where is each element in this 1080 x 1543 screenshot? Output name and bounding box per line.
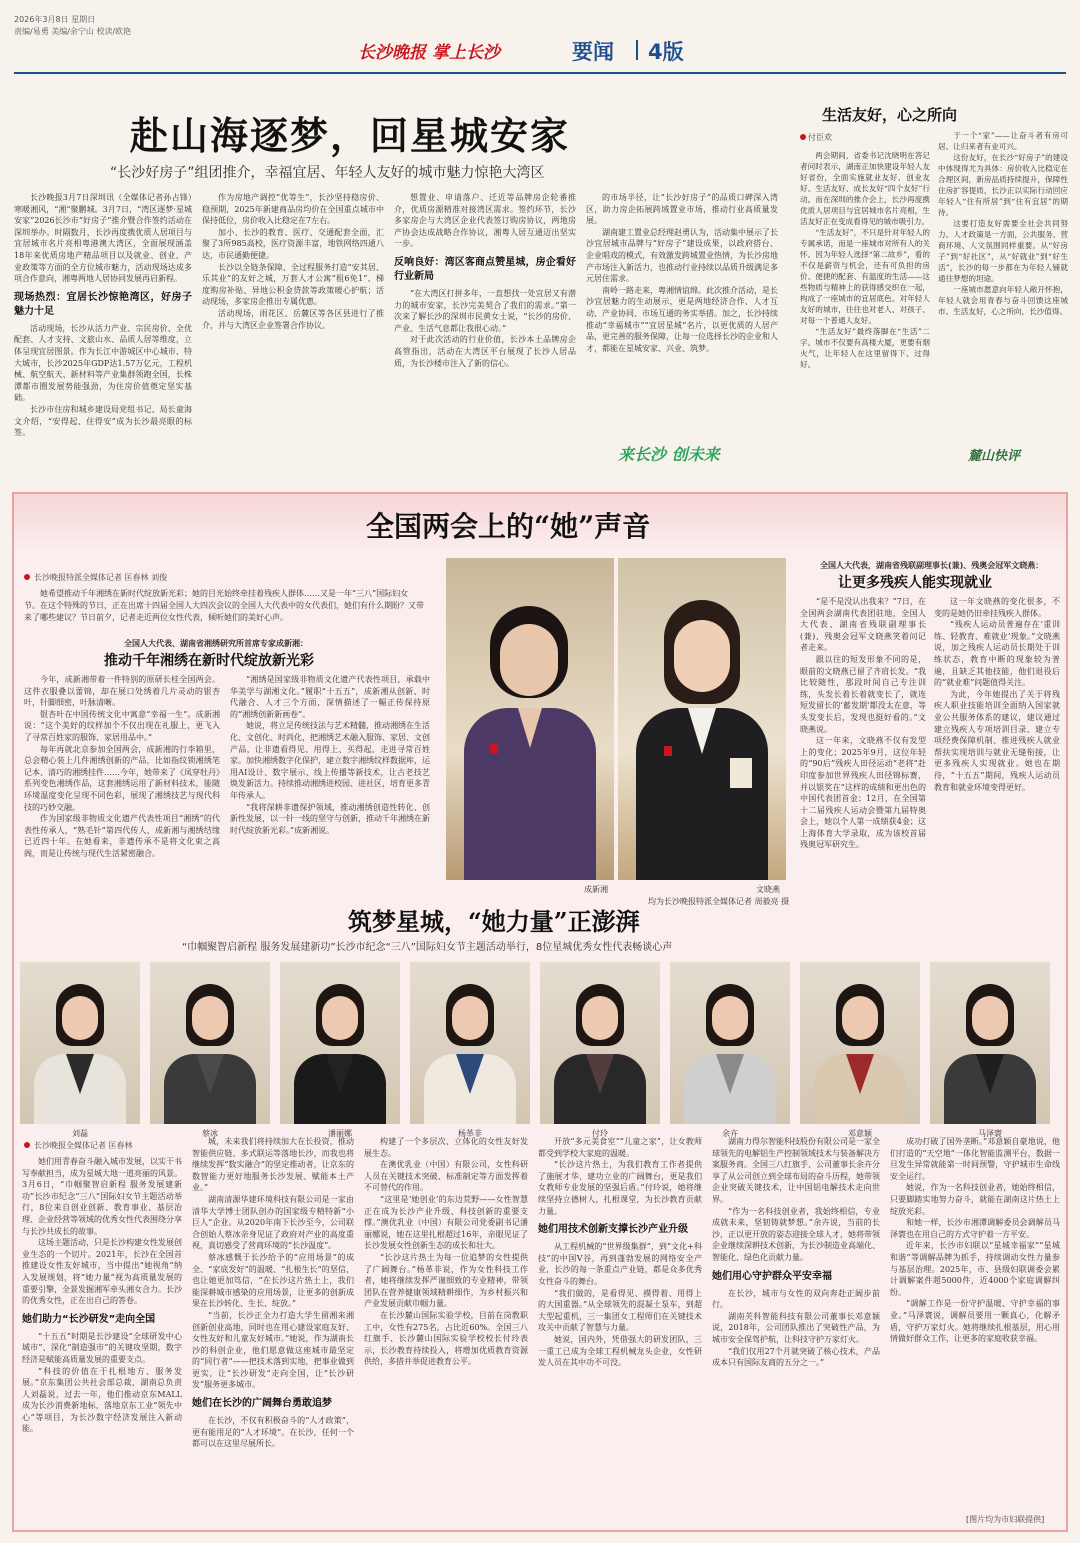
paragraph: 的市场半径，让“长沙好房子”的品质口碑深入湾区，助力房企拓展跨域置业市场，推动行业高质量发展。 [586,193,778,226]
paragraph: 这一年文晓燕的变化很多，不变的是她仍旧牵挂残疾人群体。 [934,597,1060,618]
section3-byline: 长沙晚报全媒体记者 匡春林 [34,1141,133,1150]
paragraph: 在澳优乳业（中国）有限公司，女性科研人员在关键技术突破、标准制定等方面发挥着不可替代的作用。 [364,1160,528,1193]
header-meta [14,14,131,38]
paragraph: 跟以往的短发形象不同的是，眼前的文晓燕已留了齐肩长发。“我比较随性，那段时间自己专注训练，头发长着长着就变长了，就连短发留长的‘蓄发期’都没太在意，等头发变长后，发现也挺好看的。”文晓燕说。 [800,654,926,734]
badge-icon [664,746,672,756]
paragraph: 活动现场，长沙从活力产业、宗民房价、全优配套、人才支持、文旅山水、品质人居等维度，立体呈现宜居图景。作为长江中游城区中心城市、特大城市，长沙2025年GDP达1.57万亿元，工程机械、航空航天、新材料等产业集群领跑全国，长株潭都市圈发展势能强劲，为住房价值奠定坚实基础。 [14,323,192,403]
story2-column-2 [934,596,1060,892]
article1-column-4 [586,192,778,432]
section3-column-6 [890,1136,1060,1510]
opinion-column-1 [800,150,930,488]
paragraph: “是不是没认出我来？”7日，在全国两会湖南代表团驻地，全国人大代表、湖南省残联副理事长(兼)、残奥会冠军文晓燕笑着问记者走来。 [800,597,926,653]
author-bullet-icon [800,134,806,140]
opinion-brand-logo: 麓山快评 [968,449,1021,464]
face-shape [674,620,730,692]
section2-intro [24,588,424,624]
paragraph: 从工程机械的“世界级集群”，到“文化+科技”的中国V谷，再到蓬勃发展的网络安全产业，长沙的每一条重点产业链，都是众多优秀女性奋斗的舞台。 [538,1242,702,1286]
paragraph: “调解工作是一份守护温暖、守护幸福的事业。”马泽寰说，调解员要用一颗真心，化解矛盾，守护万家灯火。她将继续扎根基层，用心用情做好群众工作，让更多的家庭收获幸福。 [890,1299,1060,1344]
paragraph: 长沙市住房和城乡建设局党组书记、局长童海文介绍，“安得起、住得安”成为长沙最亮眼的标签。 [14,404,192,438]
portrait-card [280,962,400,1124]
face-shape [842,996,878,1040]
paragraph: 两会期间，省委书记沈晓明在答记者问时表示，湖南正加快建设年轻人友好省份，全面实施就业友好、创业友好、生活友好、成长友好“四个友好”行动。而在深圳的推介会上，长沙再度携优质人居项目与宜居城市名片亮相，生活友好正在变成看得见的城市吸引力。 [800,151,930,226]
section3-column-3 [364,1136,528,1526]
portrait-wen-xiaoyan [618,558,786,880]
opinion-author: 付臣欢 [808,133,832,142]
paragraph: 构建了一个多层次、立体化的女性友好发展生态。 [364,1137,528,1158]
paragraph: 这份友好，在长沙“好房子”的建设中体现得尤为具体：房价收入比稳定在合理区间，新房品质持续提升，保障性住房扩容提质，长沙正以实际行动回应年轻人“住有所居”到“住有宜居”的期待。 [938,153,1068,217]
story2-headline: 让更多残疾人能实现就业 [838,575,992,591]
paragraph: 城，未来我们将持续加大在长投资，推动智能供应链、多式联运等落地长沙，而我也将继续发挥“数实融合”的坚定推动者，让京东的数智能力更好地服务长沙发展、赋能本土产业。” [192,1137,354,1193]
photo-credit: 均为长沙晚报特派全媒体记者 周毅亮 摄 [648,897,790,906]
section3-column-2 [192,1136,354,1526]
article1-column-2 [202,192,384,490]
article1-subhead-2: 反响良好：湾区客商点赞星城，房企看好行业新局 [394,256,576,282]
photo-caption-right: 文晓燕 [756,885,780,894]
badge-icon [490,744,498,754]
portrait-card [800,962,920,1124]
article1-subtitle: “长沙好房子”组团推介，幸福宜居、年轻人友好的城市魅力惊艳大湾区 [110,165,545,181]
face-shape [712,996,748,1040]
name-tag-icon [730,758,752,788]
paragraph: “当前，长沙正全力打造大学生留湘来湘创新创业高地，同时也在用心建设家庭友好、女性友好和儿童友好城市。”她说，作为湖南长沙的科创企业，他们愿意做这座城市最坚定的“同行者”——把技术落到实地，把事业做到更实，让“长沙研发”走向全国，让“长沙研发”服务更多城市。 [192,1310,354,1390]
header-divider [636,40,638,60]
opinion-column-2 [938,130,1068,438]
face-shape [452,996,488,1040]
face-shape [972,996,1008,1040]
article1-column-3 [394,192,576,490]
section3-column-5 [712,1136,880,1526]
paragraph: 于一个“家”——让奋斗者有房可居、让归来者有业可兴。 [938,131,1068,151]
paragraph: 想置业、申请落户、迁近等品牌房企轮番推介，优质房源精准对接湾区需求。签约环节，长沙多家房企与大湾区企业代表签订购房协议，两地房产协会达成战略合作协议，湘粤人居互通迈出坚实一步。 [394,193,576,249]
paragraph: 每年再就北京参加全国两会，成新湘的行李箱里，总会精心装上几件湘绣创新的产品，比如指纹锁湘绣笔记本、清巧的湘绣挂件……今年，她带来了《凤穿牡丹》系列变色湘绣作品，这套湘绣运用了新材料技术，能随环境温度变化呈现不同色彩，展现了湘绣技艺与现代科技的巧妙交融。 [24,744,220,812]
campaign-slogan: 来长沙 创未来 [618,445,720,464]
paragraph: “长沙这片热土，为我们教育工作者提供了施展才华、建功立业的广阔舞台，更是我们女教师专业发展的坚强后盾。”付玲说，她将继续坚持立德树人，扎根课堂，为长沙教育贡献力量。 [538,1160,702,1216]
paragraph: 作为国家级非物质文化遗产代表性项目“湘绣”的代表性传承人，“熟毛针”第四代传人，成新湘与湘绣结缘已近四十年。在她看来，非遗传承不是将文化束之高阁，而是让传统与现代生活紧密融合。 [24,814,220,858]
section3-subtitle: “巾帼聚智启新程 服务发展建新功”长沙市纪念“三八”国际妇女节主题活动举行，8位星城优秀女性代表畅谈心声 [182,942,673,953]
section3-title: 筑梦星城，“她力量”正澎湃 [348,907,640,936]
face-shape [582,996,618,1040]
portrait-card [150,962,270,1124]
paragraph: 她希望推动千年湘绣在新时代绽放新光彩；她的目光始终牵挂着残疾人群体……又是一年“三八”国际妇女节。在这个特殊的节日，正在出席十四届全国人大四次会议的全国人大代表中的女代表们，她们有什么期盼？又带来了哪些建议？节日前夕，记者走近两位女性代表，倾听她们的美好心声。 [24,589,424,622]
paragraph: “在大湾区打拼多年，一直想找一处宜居又有潜力的城市安家，长沙完美契合了我们的需求。”第一次来了解长沙的深圳市民黄女士说，“长沙的房价、产业、生活气息都让我很心动。” [394,288,576,333]
paragraph: 对于此次活动的行业价值，长沙本土品牌房企高管指出，活动在大湾区平台展现了长沙人居品质，为长沙楼市注入了新的信心。 [394,335,576,368]
portrait-name: 刘磊 [72,1129,88,1138]
paragraph: 她说，作为一名科技创业者，她始终相信，只要脚踏实地努力奋斗，就能在湖南这片热土上绽放光彩。 [890,1183,1060,1216]
paragraph: “我们做的，是看得见、摸得着、用得上的大国重器。”从全球领先的混凝土泵车，到超大型起重机，三一集团女工程师们在关键技术攻关中贡献了智慧与力量。 [538,1288,702,1333]
paragraph: “长沙这片热土为每一位追梦的女性提供了广阔舞台。”杨革非说，作为女性科技工作者，她将继续发挥严谨细致的专业精神，带领团队在营养健康领域精耕细作，为乡村振兴和产业发展贡献巾帼力量。 [364,1252,528,1309]
paragraph: 她说，将立足传统技法与艺术精髓，推动湘绣在生活化、文创化、时尚化，把湘绣艺术融入服饰、家居、文创产品，让非遗看得见、用得上、买得起，走进寻常百姓家。加快湘绣数字化保护，建立数字湘绣纹样数据库，运用AI设计、数字展示、线上传播等新技术，让古老技艺焕发新活力。持续推动湘绣进校园、进社区，培育更多青年传承人。 [230,721,430,800]
paragraph: 南岭一路走来，粤湘情谊绵。此次推介活动，是长沙宜居魅力的生动展示，更是两地经济合作、人才互动、产业协同、市场互通的务实举措。加之，长沙持续推动“幸福城市”“宜居星城”名片，以更优质的人居产品，更完善的服务保障，让每一位选择长沙的企业和人才，都能在星城安家、兴业、筑梦。 [586,285,778,353]
paragraph: 湖南力得尔智能科技股份有限公司是一家全球领先的电解铝生产控制领域技术与装备解决方案服务商。全国三八红旗手、公司董事长余卉分享了从公司创立到全球布局的奋斗历程，她带领企业突破关键技术，让中国铝电解技术走向世界。 [712,1137,880,1204]
portrait-card [20,962,140,1124]
paragraph: 这要打造友好需要全社会共同努力。人才政策是一方面，公共服务、营商环境、人文氛围同样重要。从“好房子”到“好社区”，从“好就业”到“好生活”，长沙的每一步都在为年轻人铺就通往梦想的坦途。 [938,219,1068,283]
portrait-card [930,962,1050,1124]
paragraph: 蔡冰感慨于长沙给予的“应用场景”的成全、“家底发好”的温暖、“扎根生长”的坚信，也让她更加笃信，“在长沙这片热土上，我们能深耕城市感染的应用场景，让更多的创新成果在长沙转化、生长、绽放。” [192,1252,354,1309]
story1-column-2 [230,674,430,888]
page-number: 4版 [648,40,684,64]
paragraph: 今年，成新湘带着一件特别的原研长桂全国两会。这件衣服叠以蕾锦，却在展口处绣着几片灵动的银杏叶，针脚细密，叶脉清晰。 [24,675,220,708]
section-name: 要闻 [572,40,614,64]
paragraph: 长沙晚报3月7日深圳讯（全媒体记者孙占锋）寒暖湘风，“湘”聚鹏城。3月7日，“湾区逐梦·星城安家”2026长沙市“好房子”推介暨合作签约活动在深圳举办。时隔数月，长沙再度携优质人居项目与宜居城市名片亮相粤港澳大湾区，全面展现涵盖18年来优质房地产精品项目以及就业、创业、产业政策等方面的全方位城市魅力，活动现场达成多项合作意向，湘粤两地人居协同发展再启新程。 [14,193,192,284]
paragraph: 长沙以全链条保障、全过程服务打造“安其居、乐其业”的友好之城，万套人才公寓“租6免1”、梯度购房补贴、异地公积金贷款等政策暖心护航；活动现场，多家房企推出专属优惠。 [202,262,384,307]
face-shape [500,624,558,696]
section2-title: 全国两会上的“她”声音 [366,510,651,543]
paragraph: “湘绣是国家级非物质文化遗产代表性项目，承载中华美学与湖湘文化。”履职“十五五”，成新湘从创新、时代融合、人才三个方面，深情描述了一幅正传保持原的“湘绣创新新画卷”。 [230,675,430,719]
paragraph: 活动现场，雨花区、岳麓区等各区县进行了推介，并与大湾区企业签署合作协议。 [202,308,384,330]
portrait-card [670,962,790,1124]
paragraph: 加小、长沙的教育、医疗、交通配套全面，汇聚了3所985高校，医疗资源丰富，地铁网络四通八达，市民通勤便捷。 [202,227,384,260]
portrait-name: 余卉 [722,1129,738,1138]
section3-credit: [图片均为市妇联提供] [966,1515,1045,1524]
byline-bullet-icon [24,1142,30,1148]
story1-column-1 [24,674,220,888]
section3-subhead-1: 她们助力“长沙研发”走向全国 [22,1313,156,1325]
article1-column-1 [14,192,192,490]
portrait-name: 潘丽娜 [328,1129,352,1138]
paragraph: 为此，今年她提出了关于将残疾人职业技能培训全面纳入国家就业公共服务体系的建议，建议通过建立残疾人专项培训目录、建立专项经费保障机制、推进残疾人就业帮扶实现培训与就业无缝衔接，让更多残疾人实现就业。她也在期待，“十五五”期间，残疾人运动员教育和就业环境变得更好。 [934,689,1060,792]
face-shape [62,996,98,1040]
paragraph: “我将深耕非遗保护领域，推动湘绣创造性转化、创新性发展，以一针一线的坚守与创新，推动千年湘绣在新时代绽放新光彩。”成新湘说。 [230,802,430,835]
paragraph: “生活友好”，不只是针对年轻人的专属承诺，而是一座城市对所有人的关怀。因为年轻人选择“第二故乡”，看的不仅是薪资与机会，还有可负担的房价、便捷的配套、有温度的生活——这些物质与精神上的获得感交织在一起，构成了一座城市的宜居底色。对年轻人友好的城市，往往也对老人、对孩子、对每一个普通人友好。 [800,228,930,325]
face-shape [322,996,358,1040]
face-shape [192,996,228,1040]
paragraph: “作为一名科技创业者，我始终相信，专业成就未来，坚韧铸就梦想。”余卉说，当前的长沙，正以更开放的姿态迎接全球人才，她将带领企业继续深耕技术创新，为长沙制造业高端化、智能化、绿色化贡献力量。 [712,1206,880,1262]
photo-caption-left: 成新湘 [584,885,608,894]
paragraph: “生活友好”最终落脚在“生活”二字。城市不仅要有高楼大厦，更要有烟火气，让年轻人在这里留得下、过得好。 [800,327,930,369]
paragraph: “残疾人运动员普遍存在‘重训练、轻教育、难就业’现象。”文晓燕说，加之残疾人运动员长期处于训练状态，教育中断的现象较为普遍，且缺乏其他技能，他们退役后的“就业难”问题值得关注。 [934,620,1060,688]
paragraph: 在长沙麓山国际实验学校，目前在岗教职工中，女性有275名，占比近60%。全国三八红旗手、长沙麓山国际实验学校校长付玲表示，长沙教育持续投入，将增加优质教育资源供给，多措并举促进教育公平。 [364,1310,528,1367]
portrait-name: 杨革非 [458,1129,482,1138]
paragraph: 近年来，长沙市妇联以“星城幸福家”“星城和谐”等调解品牌为抓手，持续调动女性力量参与基层治理。2025年，市、县级妇联调委会累计调解案件超5000件，近4000个家庭调解纠纷。 [890,1241,1060,1297]
paragraph: 开放“多元美食室”“儿童之家”，让女教师都受到学校大家庭的温暖。 [538,1137,702,1158]
paragraph: “十五五”时期是长沙建设“全球研发中心城市”、深化“制造强市”的关键攻坚期，数字经济是赋能高质量发展的重要支点。 [22,1331,182,1364]
article1-title: 赴山海逐梦，回星城安家 [130,113,571,158]
portrait-card [540,962,660,1124]
paragraph: 湖南建工置业总经理赵勇认为，活动集中展示了长沙宜居城市品牌与“好房子”建设成果，以政府搭台、企业唱戏的模式，有效激发跨城置业热情，为长沙房地产市场注入新活力，也推动行业持续以品质升级满足多元居住需求。 [586,227,778,284]
article1-subhead-1: 现场热烈：宜居长沙惊艳湾区，好房子魅力十足 [14,291,192,317]
header-editor: 责编/易勇 美编/余宁山 校读/欧艳 [14,27,132,36]
paragraph: 银杏叶在中国传统文化中寓意“幸福一生”。成新湘说：“这个美好的纹样加个不仅出现在礼服上，更飞入了寻常百姓家的服饰、家居用品中。” [24,709,220,742]
header-date: 2026年3月8日 星期日 [14,15,96,24]
paragraph: “这里是‘她创业’的东边荒野——女性智慧正在成为长沙产业升级、科技创新的重要支撑。”澳优乳业（中国）有限公司党委副书记潘丽娜说，她在这里扎根超过16年，亲眼见证了长沙发展女性创新生态的成长和壮大。 [364,1194,528,1251]
story1-headline: 推动千年湘绣在新时代绽放新光彩 [104,653,314,669]
paragraph: “我们仅用27个月就突破了核心技术，产品成本只有国际友商的五分之一。” [712,1346,880,1368]
story1-kicker: 全国人大代表、湖南省湘绣研究所首席专家成新湘： [124,639,308,648]
paragraph: 和她一样，长沙市湘潭调解委员会调解员马泽寰也在用自己的方式守护着一方平安。 [890,1218,1060,1239]
byline-bullet-icon [24,574,30,580]
portrait-name: 蔡冰 [202,1129,218,1138]
paragraph: 成功打破了国外垄断。”邓意颖自豪地说，他们打造的“天空地”一体化智能监测平台，数据一旦发生异常就能第一时间预警，守护城市生命线安全运行。 [890,1137,1060,1181]
portrait-name: 马泽寰 [978,1129,1002,1138]
section3-subhead-4: 她们用心守护群众平安幸福 [712,1270,832,1282]
section2-byline: 长沙晚报特派全媒体记者 匡春林 刘俊 [34,573,168,582]
paragraph: 作为房地产调控“优等生”，长沙坚持稳房价、稳预期，2025年新建商品房均价在全国重点城市中保持低位，房价收入比稳定在7左右。 [202,193,384,226]
story2-kicker: 全国人大代表，湖南省残联副理事长(兼)、残奥会冠军文晓燕： [820,561,1044,570]
paragraph: 湖南芙科智能科技有限公司董事长邓意颖说，2018年，公司团队推出了突破性产品，为城市安全保驾护航，让科技守护万家灯火。 [712,1311,880,1344]
paragraph: 在长沙，不仅有积极奋斗的“人才政策”，更有能用足的“人才环境”。在长沙，任何一个都可以在这里尽展所长。 [192,1416,354,1449]
paragraph: 这场主题活动，只是长沙构建女性发展创业生态的一个切片。2021年，长沙在全国首推建设女性友好城市，当中提出“她视角”纳入发展规划，将“她力量”视为高质量发展的重要引擎，全景发掘湘军牵头湘女合力。长沙的优秀女性，正在出自己的答卷。 [22,1238,182,1306]
paragraph: 这一年来，文晓燕不仅有发型上的变化；2025年9月，这位年轻的“90后”残疾人田径运动“老将”赴印度参加世界残疾人田径锦标赛，并以银奖在“这样的成绩和更出色的中国代表团首金；12月，在全国第十二届残疾人运动会暨第九届特奥会上，她以个人第一成绩获4金；这上海体育大学录取，成为该校首届残奥冠军研究生。 [800,736,926,850]
portrait-cheng-xinxiang [446,558,614,880]
paragraph: 一座城市愿意向年轻人敞开怀抱，年轻人就会用青春与奋斗回馈这座城市。生活友好，心之所向，长沙值得。 [938,285,1068,316]
portrait-name: 付玲 [592,1129,608,1138]
section3-column-4 [538,1136,702,1526]
paragraph: 在长沙，城市与女性的双向奔赴正阔步前行。 [712,1288,880,1310]
paragraph: 她说，国内外，凭借强大的研发团队，三一重工已成为全球工程机械龙头企业，女性研发人员在其中功不可没。 [538,1334,702,1368]
opinion-title: 生活友好，心之所向 [822,106,958,124]
paragraph: 她们用青春奋斗融入城市发展，以实干书写奉献担当，成为星城大地一道亮丽的风景。3月6日，“巾帼聚智启新程 服务发展建新功”长沙市纪念“三八”国际妇女节主题活动举行，8位来自创业创新、教育事业、基层治理、企业经营等领域的优秀女性代表围绕分享与长沙共成长的故事。 [22,1157,182,1236]
header-rule [14,72,1066,74]
portrait-name: 邓意颖 [848,1129,872,1138]
newspaper-logo: 长沙晚报 掌上长沙 [358,43,500,63]
paragraph: “科技的价值在于扎根地方、服务发展。”京东集团公共社会部总裁，湖南总负责人刘磊说，过去一年，他们推动京东MALL成为长沙消费新地标，落地京东工业“领先中心”等项目，为长沙数字经济发展注入新动能。 [22,1366,182,1434]
paragraph: 湖南清源华建环境科技有限公司是一家由清华大学博士团队创办的国家级专精特新“小巨人”企业。从2020年南下长沙至今，公司联合创始人蔡冰亲身见证了政府对产业的高度重视，真切感受了营商环境的“长沙温度”。 [192,1194,354,1251]
section3-column-1 [22,1156,182,1526]
section3-subhead-3: 她们用技术创新支撑长沙产业升级 [538,1224,688,1236]
section3-subhead-2: 她们在长沙的广阔舞台勇敢追梦 [192,1398,332,1410]
portrait-card [410,962,530,1124]
story2-column-1 [800,596,926,892]
